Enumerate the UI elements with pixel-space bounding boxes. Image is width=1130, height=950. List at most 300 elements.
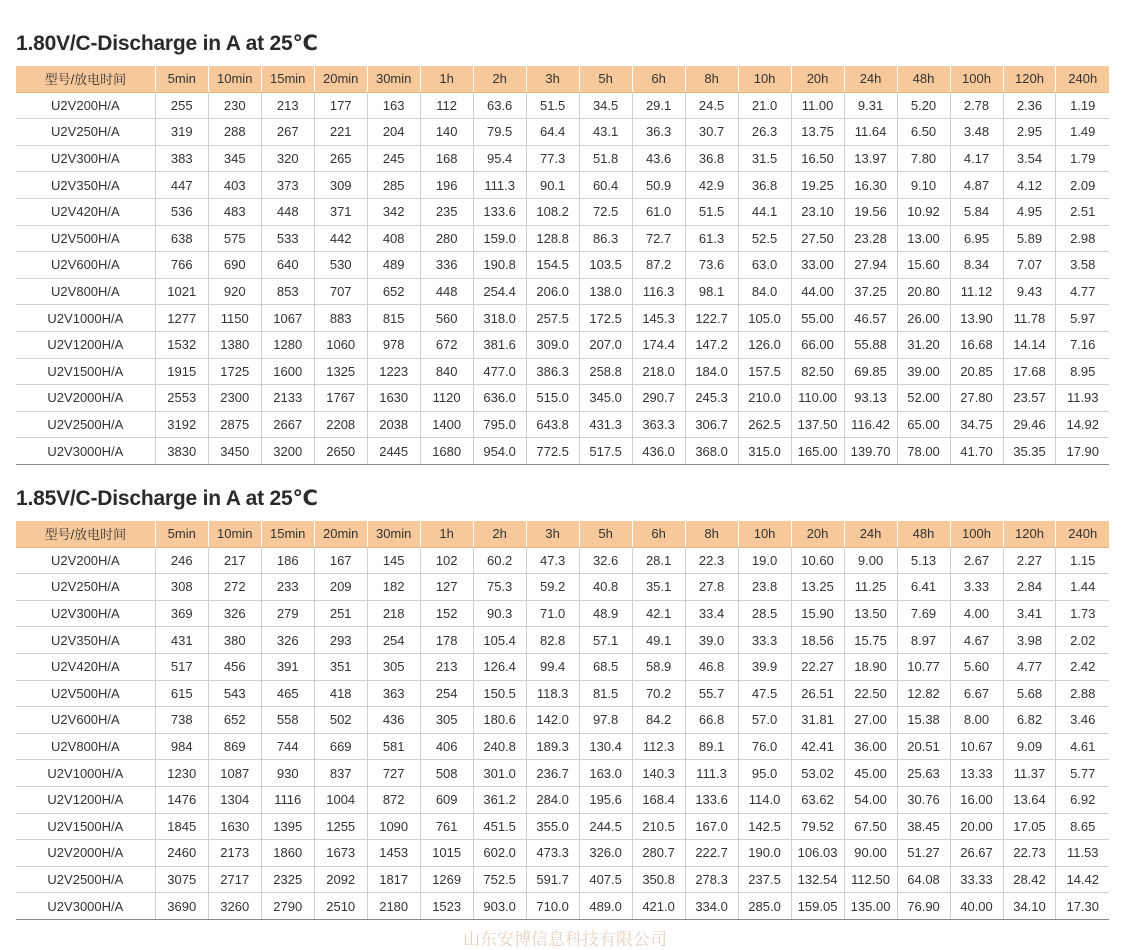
model-cell: U2V600H/A (16, 707, 155, 734)
value-cell: 1304 (208, 786, 261, 813)
value-cell: 184.0 (685, 358, 738, 385)
column-header-model: 型号/放电时间 (16, 66, 155, 92)
value-cell: 615 (155, 680, 208, 707)
value-cell: 49.1 (632, 627, 685, 654)
value-cell: 18.56 (791, 627, 844, 654)
value-cell: 326 (261, 627, 314, 654)
model-cell: U2V2000H/A (16, 840, 155, 867)
value-cell: 23.28 (844, 225, 897, 252)
value-cell: 265 (314, 145, 367, 172)
value-cell: 27.94 (844, 252, 897, 279)
column-header: 15min (261, 66, 314, 92)
value-cell: 245 (367, 145, 420, 172)
value-cell: 31.81 (791, 707, 844, 734)
value-cell: 8.95 (1056, 358, 1109, 385)
value-cell: 20.51 (897, 733, 950, 760)
column-header: 8h (685, 66, 738, 92)
value-cell: 1269 (420, 866, 473, 893)
value-cell: 1523 (420, 893, 473, 920)
section-title: 1.80V/C-Discharge in A at 25℃ (16, 32, 318, 55)
value-cell: 76.90 (897, 893, 950, 920)
table-row (16, 707, 1109, 734)
value-cell: 75.3 (473, 574, 526, 601)
value-cell: 3690 (155, 893, 208, 920)
model-cell: U2V800H/A (16, 278, 155, 305)
value-cell: 456 (208, 653, 261, 680)
value-cell: 306.7 (685, 411, 738, 438)
value-cell: 20.85 (950, 358, 1003, 385)
value-cell: 133.6 (473, 198, 526, 225)
value-cell: 186 (261, 547, 314, 574)
value-cell: 752.5 (473, 866, 526, 893)
value-cell: 11.64 (844, 119, 897, 146)
value-cell: 465 (261, 680, 314, 707)
value-cell: 1021 (155, 278, 208, 305)
value-cell: 168.4 (632, 786, 685, 813)
value-cell: 126.4 (473, 653, 526, 680)
value-cell: 638 (155, 225, 208, 252)
value-cell: 1.73 (1056, 600, 1109, 627)
model-cell: U2V350H/A (16, 172, 155, 199)
value-cell: 334.0 (685, 893, 738, 920)
table-row (16, 813, 1109, 840)
value-cell: 217 (208, 547, 261, 574)
value-cell: 236.7 (526, 760, 579, 787)
value-cell: 1150 (208, 305, 261, 332)
value-cell: 451.5 (473, 813, 526, 840)
value-cell: 903.0 (473, 893, 526, 920)
value-cell: 3.98 (1003, 627, 1056, 654)
column-header: 240h (1056, 521, 1109, 547)
value-cell: 26.3 (738, 119, 791, 146)
value-cell: 145.3 (632, 305, 685, 332)
value-cell: 403 (208, 172, 261, 199)
value-cell: 267 (261, 119, 314, 146)
value-cell: 48.9 (579, 600, 632, 627)
value-cell: 114.0 (738, 786, 791, 813)
value-cell: 308 (155, 574, 208, 601)
column-header: 100h (950, 66, 1003, 92)
value-cell: 1725 (208, 358, 261, 385)
model-cell: U2V1200H/A (16, 331, 155, 358)
value-cell: 288 (208, 119, 261, 146)
value-cell: 79.5 (473, 119, 526, 146)
table-row (16, 574, 1109, 601)
value-cell: 142.5 (738, 813, 791, 840)
value-cell: 4.77 (1056, 278, 1109, 305)
value-cell: 4.61 (1056, 733, 1109, 760)
value-cell: 10.60 (791, 547, 844, 574)
value-cell: 221 (314, 119, 367, 146)
value-cell: 4.00 (950, 600, 1003, 627)
column-header: 240h (1056, 66, 1109, 92)
table-row (16, 278, 1109, 305)
value-cell: 31.20 (897, 331, 950, 358)
value-cell: 2.51 (1056, 198, 1109, 225)
discharge-section-1-85v (16, 483, 1109, 920)
value-cell: 2133 (261, 385, 314, 412)
value-cell: 326.0 (579, 840, 632, 867)
value-cell: 33.3 (738, 627, 791, 654)
value-cell: 82.8 (526, 627, 579, 654)
column-header: 3h (526, 66, 579, 92)
value-cell: 407.5 (579, 866, 632, 893)
value-cell: 23.10 (791, 198, 844, 225)
value-cell: 69.85 (844, 358, 897, 385)
value-cell: 79.52 (791, 813, 844, 840)
value-cell: 1.79 (1056, 145, 1109, 172)
value-cell: 222.7 (685, 840, 738, 867)
value-cell: 1120 (420, 385, 473, 412)
value-cell: 591.7 (526, 866, 579, 893)
value-cell: 12.82 (897, 680, 950, 707)
value-cell: 16.68 (950, 331, 1003, 358)
value-cell: 920 (208, 278, 261, 305)
value-cell: 2.42 (1056, 653, 1109, 680)
value-cell: 2.67 (950, 547, 1003, 574)
value-cell: 87.2 (632, 252, 685, 279)
value-cell: 2.98 (1056, 225, 1109, 252)
value-cell: 102 (420, 547, 473, 574)
value-cell: 39.00 (897, 358, 950, 385)
value-cell: 371 (314, 198, 367, 225)
value-cell: 2173 (208, 840, 261, 867)
value-cell: 33.4 (685, 600, 738, 627)
table-header-row (16, 66, 1109, 92)
value-cell: 1060 (314, 331, 367, 358)
value-cell: 189.3 (526, 733, 579, 760)
value-cell: 2.84 (1003, 574, 1056, 601)
value-cell: 17.05 (1003, 813, 1056, 840)
value-cell: 90.00 (844, 840, 897, 867)
value-cell: 46.57 (844, 305, 897, 332)
value-cell: 11.00 (791, 92, 844, 119)
column-header: 48h (897, 66, 950, 92)
value-cell: 363 (367, 680, 420, 707)
value-cell: 5.97 (1056, 305, 1109, 332)
value-cell: 3.33 (950, 574, 1003, 601)
table-row (16, 385, 1109, 412)
value-cell: 72.7 (632, 225, 685, 252)
value-cell: 195.6 (579, 786, 632, 813)
value-cell: 230 (208, 92, 261, 119)
value-cell: 41.70 (950, 438, 1003, 465)
value-cell: 26.67 (950, 840, 1003, 867)
value-cell: 2180 (367, 893, 420, 920)
model-cell: U2V300H/A (16, 145, 155, 172)
value-cell: 126.0 (738, 331, 791, 358)
table-row (16, 145, 1109, 172)
value-cell: 157.5 (738, 358, 791, 385)
value-cell: 70.2 (632, 680, 685, 707)
value-cell: 37.25 (844, 278, 897, 305)
value-cell: 150.5 (473, 680, 526, 707)
value-cell: 57.0 (738, 707, 791, 734)
value-cell: 5.13 (897, 547, 950, 574)
value-cell: 61.0 (632, 198, 685, 225)
value-cell: 309 (314, 172, 367, 199)
value-cell: 345.0 (579, 385, 632, 412)
value-cell: 483 (208, 198, 261, 225)
value-cell: 32.6 (579, 547, 632, 574)
value-cell: 2208 (314, 411, 367, 438)
value-cell: 105.4 (473, 627, 526, 654)
value-cell: 137.50 (791, 411, 844, 438)
value-cell: 2.88 (1056, 680, 1109, 707)
value-cell: 1223 (367, 358, 420, 385)
value-cell: 43.1 (579, 119, 632, 146)
table-row (16, 760, 1109, 787)
value-cell: 2.95 (1003, 119, 1056, 146)
value-cell: 581 (367, 733, 420, 760)
value-cell: 11.12 (950, 278, 1003, 305)
value-cell: 795.0 (473, 411, 526, 438)
value-cell: 23.57 (1003, 385, 1056, 412)
value-cell: 3192 (155, 411, 208, 438)
value-cell: 5.20 (897, 92, 950, 119)
value-cell: 7.07 (1003, 252, 1056, 279)
value-cell: 28.5 (738, 600, 791, 627)
column-header: 2h (473, 66, 526, 92)
value-cell: 60.4 (579, 172, 632, 199)
value-cell: 26.51 (791, 680, 844, 707)
value-cell: 251 (314, 600, 367, 627)
value-cell: 2.27 (1003, 547, 1056, 574)
value-cell: 106.03 (791, 840, 844, 867)
column-header: 10min (208, 521, 261, 547)
value-cell: 408 (367, 225, 420, 252)
model-cell: U2V250H/A (16, 119, 155, 146)
value-cell: 254 (420, 680, 473, 707)
model-cell: U2V1000H/A (16, 305, 155, 332)
value-cell: 206.0 (526, 278, 579, 305)
value-cell: 1915 (155, 358, 208, 385)
value-cell: 3450 (208, 438, 261, 465)
column-header: 120h (1003, 66, 1056, 92)
value-cell: 50.9 (632, 172, 685, 199)
value-cell: 13.75 (791, 119, 844, 146)
value-cell: 52.5 (738, 225, 791, 252)
value-cell: 77.3 (526, 145, 579, 172)
value-cell: 257.5 (526, 305, 579, 332)
column-header: 20min (314, 66, 367, 92)
value-cell: 309.0 (526, 331, 579, 358)
value-cell: 3200 (261, 438, 314, 465)
value-cell: 418 (314, 680, 367, 707)
value-cell: 24.5 (685, 92, 738, 119)
value-cell: 163.0 (579, 760, 632, 787)
value-cell: 11.78 (1003, 305, 1056, 332)
column-header: 2h (473, 521, 526, 547)
value-cell: 280 (420, 225, 473, 252)
value-cell: 21.0 (738, 92, 791, 119)
column-header: 120h (1003, 521, 1056, 547)
value-cell: 27.00 (844, 707, 897, 734)
value-cell: 431 (155, 627, 208, 654)
value-cell: 602.0 (473, 840, 526, 867)
value-cell: 2460 (155, 840, 208, 867)
value-cell: 772.5 (526, 438, 579, 465)
value-cell: 543 (208, 680, 261, 707)
value-cell: 3.48 (950, 119, 1003, 146)
value-cell: 118.3 (526, 680, 579, 707)
value-cell: 840 (420, 358, 473, 385)
value-cell: 1380 (208, 331, 261, 358)
value-cell: 99.4 (526, 653, 579, 680)
table-row (16, 653, 1109, 680)
value-cell: 142.0 (526, 707, 579, 734)
value-cell: 383 (155, 145, 208, 172)
model-cell: U2V1200H/A (16, 786, 155, 813)
model-cell: U2V2500H/A (16, 411, 155, 438)
value-cell: 2667 (261, 411, 314, 438)
value-cell: 204 (367, 119, 420, 146)
value-cell: 213 (420, 653, 473, 680)
value-cell: 13.97 (844, 145, 897, 172)
value-cell: 2.09 (1056, 172, 1109, 199)
value-cell: 61.3 (685, 225, 738, 252)
value-cell: 11.25 (844, 574, 897, 601)
value-cell: 2300 (208, 385, 261, 412)
value-cell: 1767 (314, 385, 367, 412)
value-cell: 1255 (314, 813, 367, 840)
value-cell: 1817 (367, 866, 420, 893)
value-cell: 954.0 (473, 438, 526, 465)
table-row (16, 411, 1109, 438)
value-cell: 133.6 (685, 786, 738, 813)
column-header: 48h (897, 521, 950, 547)
value-cell: 3260 (208, 893, 261, 920)
value-cell: 28.1 (632, 547, 685, 574)
value-cell: 447 (155, 172, 208, 199)
value-cell: 65.00 (897, 411, 950, 438)
value-cell: 22.73 (1003, 840, 1056, 867)
value-cell: 1015 (420, 840, 473, 867)
value-cell: 368.0 (685, 438, 738, 465)
column-header: 5h (579, 521, 632, 547)
table-row (16, 252, 1109, 279)
table-header-row (16, 521, 1109, 547)
value-cell: 1280 (261, 331, 314, 358)
value-cell: 305 (420, 707, 473, 734)
value-cell: 2.36 (1003, 92, 1056, 119)
value-cell: 984 (155, 733, 208, 760)
value-cell: 108.2 (526, 198, 579, 225)
value-cell: 33.00 (791, 252, 844, 279)
column-header: 20h (791, 66, 844, 92)
value-cell: 207.0 (579, 331, 632, 358)
value-cell: 1090 (367, 813, 420, 840)
table-row (16, 600, 1109, 627)
value-cell: 60.2 (473, 547, 526, 574)
value-cell: 42.9 (685, 172, 738, 199)
value-cell: 386.3 (526, 358, 579, 385)
value-cell: 10.77 (897, 653, 950, 680)
value-cell: 558 (261, 707, 314, 734)
value-cell: 159.0 (473, 225, 526, 252)
value-cell: 15.75 (844, 627, 897, 654)
column-header: 3h (526, 521, 579, 547)
value-cell: 130.4 (579, 733, 632, 760)
value-cell: 235 (420, 198, 473, 225)
value-cell: 315.0 (738, 438, 791, 465)
value-cell: 55.7 (685, 680, 738, 707)
value-cell: 78.00 (897, 438, 950, 465)
model-cell: U2V3000H/A (16, 438, 155, 465)
value-cell: 34.75 (950, 411, 1003, 438)
value-cell: 84.2 (632, 707, 685, 734)
column-header: 1h (420, 521, 473, 547)
column-header: 20h (791, 521, 844, 547)
value-cell: 640 (261, 252, 314, 279)
value-cell: 135.00 (844, 893, 897, 920)
value-cell: 837 (314, 760, 367, 787)
value-cell: 63.0 (738, 252, 791, 279)
value-cell: 40.8 (579, 574, 632, 601)
value-cell: 218 (367, 600, 420, 627)
value-cell: 39.0 (685, 627, 738, 654)
value-cell: 76.0 (738, 733, 791, 760)
value-cell: 26.00 (897, 305, 950, 332)
model-cell: U2V420H/A (16, 653, 155, 680)
value-cell: 29.1 (632, 92, 685, 119)
value-cell: 39.9 (738, 653, 791, 680)
column-header: 15min (261, 521, 314, 547)
value-cell: 7.16 (1056, 331, 1109, 358)
value-cell: 23.8 (738, 574, 791, 601)
value-cell: 6.95 (950, 225, 1003, 252)
value-cell: 3830 (155, 438, 208, 465)
value-cell: 159.05 (791, 893, 844, 920)
value-cell: 279 (261, 600, 314, 627)
value-cell: 68.5 (579, 653, 632, 680)
value-cell: 5.84 (950, 198, 1003, 225)
column-header: 30min (367, 521, 420, 547)
value-cell: 448 (261, 198, 314, 225)
table-row (16, 119, 1109, 146)
value-cell: 15.90 (791, 600, 844, 627)
model-cell: U2V250H/A (16, 574, 155, 601)
value-cell: 8.97 (897, 627, 950, 654)
value-cell: 95.0 (738, 760, 791, 787)
value-cell: 30.76 (897, 786, 950, 813)
table-row (16, 331, 1109, 358)
model-cell: U2V1000H/A (16, 760, 155, 787)
table-row (16, 305, 1109, 332)
column-header: 100h (950, 521, 1003, 547)
value-cell: 178 (420, 627, 473, 654)
value-cell: 57.1 (579, 627, 632, 654)
value-cell: 122.7 (685, 305, 738, 332)
value-cell: 406 (420, 733, 473, 760)
value-cell: 1532 (155, 331, 208, 358)
value-cell: 1476 (155, 786, 208, 813)
value-cell: 89.1 (685, 733, 738, 760)
value-cell: 2875 (208, 411, 261, 438)
value-cell: 19.25 (791, 172, 844, 199)
value-cell: 182 (367, 574, 420, 601)
value-cell: 1116 (261, 786, 314, 813)
value-cell: 132.54 (791, 866, 844, 893)
value-cell: 82.50 (791, 358, 844, 385)
value-cell: 1630 (367, 385, 420, 412)
value-cell: 20.80 (897, 278, 950, 305)
model-cell: U2V500H/A (16, 680, 155, 707)
value-cell: 64.08 (897, 866, 950, 893)
value-cell: 14.92 (1056, 411, 1109, 438)
value-cell: 110.00 (791, 385, 844, 412)
model-cell: U2V200H/A (16, 547, 155, 574)
